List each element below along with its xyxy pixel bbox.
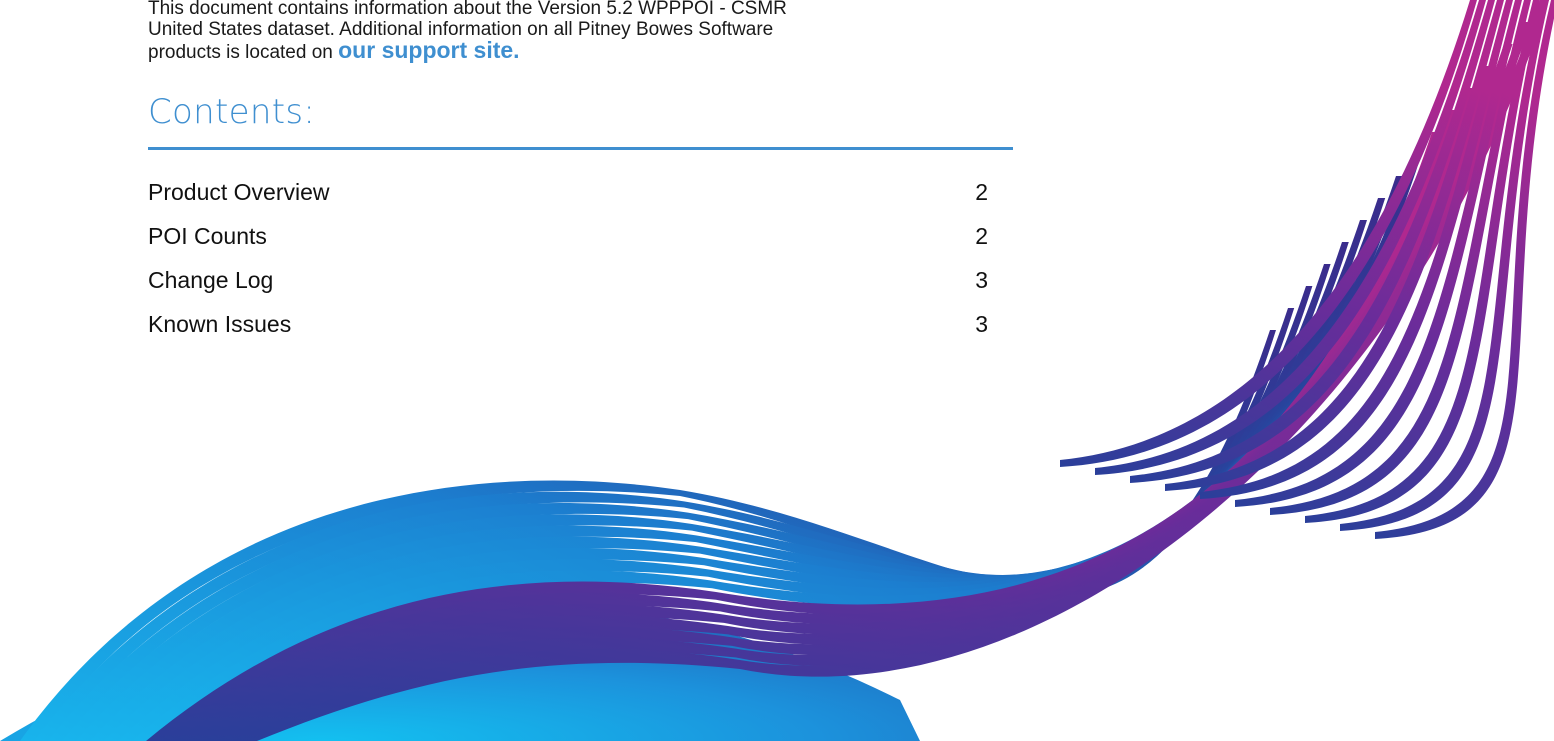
- intro-paragraph: [148, 0, 1008, 63]
- toc-item-poi-counts[interactable]: [148, 214, 988, 258]
- table-of-contents: [148, 170, 988, 346]
- toc-item-page: 2: [975, 178, 988, 205]
- toc-item-page: 3: [975, 310, 988, 337]
- toc-item-product-overview[interactable]: [148, 170, 988, 214]
- contents-divider: [148, 147, 1013, 150]
- intro-line-3-text: products is located on: [148, 42, 339, 63]
- toc-item-page: 2: [975, 222, 988, 249]
- support-site-link[interactable]: our support site.: [338, 37, 520, 63]
- toc-item-label: Change Log: [148, 266, 274, 293]
- toc-item-known-issues[interactable]: [148, 302, 988, 346]
- toc-item-label: Known Issues: [148, 310, 292, 337]
- intro-line-2: United States dataset. Additional information on all Pitney Bowes Software: [148, 19, 774, 40]
- toc-item-page: 3: [975, 266, 988, 293]
- contents-heading: Contents:: [148, 92, 316, 132]
- intro-line-1: This document contains information about the Version 5.2 WPPPOI - CSMR: [148, 0, 787, 19]
- toc-item-label: POI Counts: [148, 222, 267, 249]
- toc-item-change-log[interactable]: [148, 258, 988, 302]
- intro-line-3: [148, 37, 1008, 63]
- toc-item-label: Product Overview: [148, 178, 330, 205]
